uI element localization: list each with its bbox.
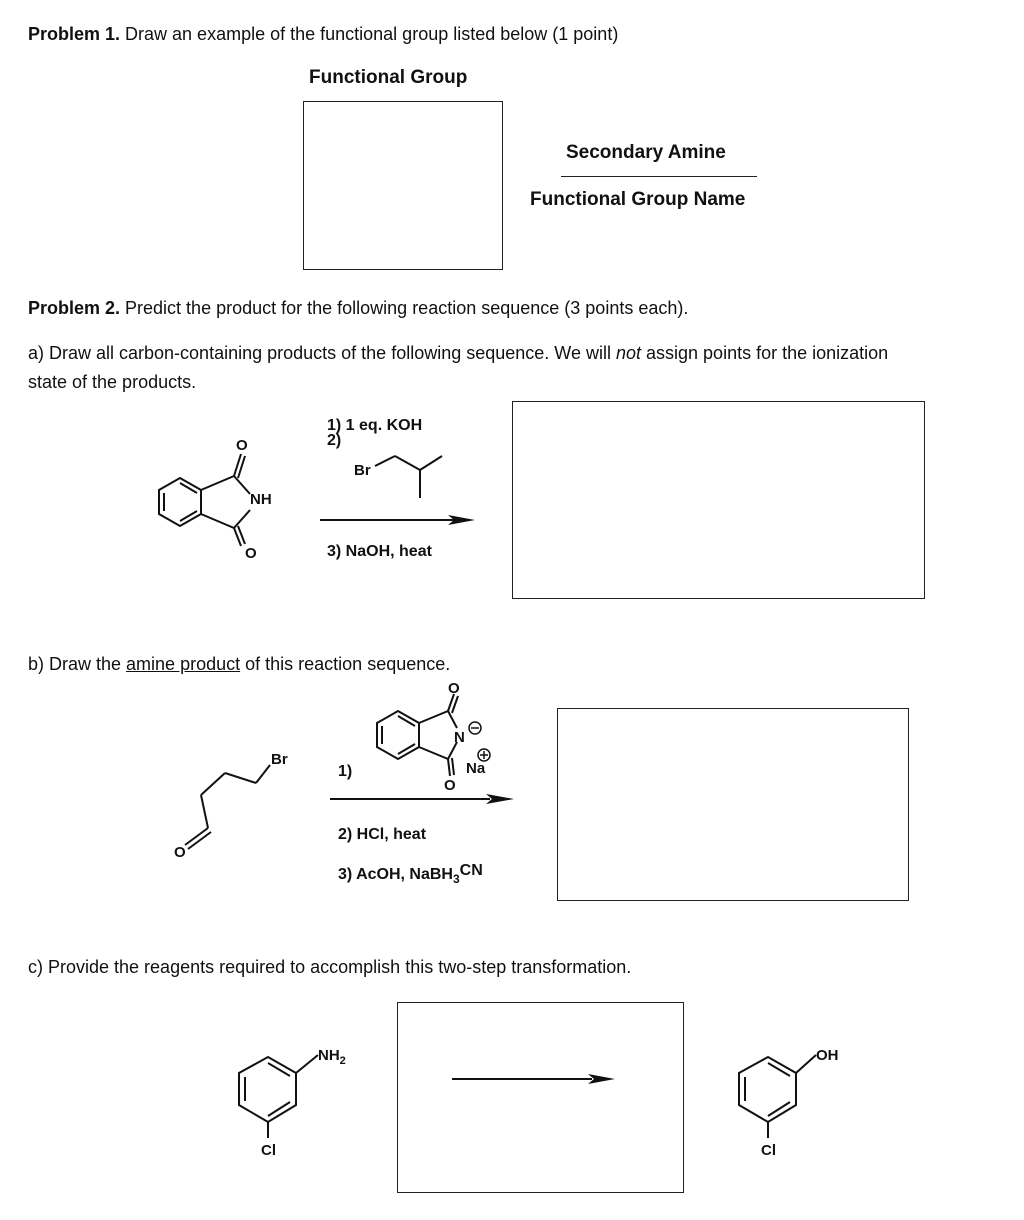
- sodium-phthalimide-structure: [370, 680, 510, 795]
- bromobutanal-o: O: [174, 844, 186, 861]
- phthalimide-structure: [150, 432, 280, 562]
- chloroaniline-cl: Cl: [261, 1142, 276, 1159]
- problem1-heading: [28, 24, 618, 45]
- part-a-text-post: assign points for the ionization: [641, 343, 889, 363]
- chloroaniline-structure: [228, 1038, 368, 1168]
- problem2-instructions: Predict the product for the following reaction sequence (3 points each).: [120, 298, 689, 318]
- answer-underline: [561, 176, 757, 177]
- part-a-reaction-arrow: [320, 512, 480, 528]
- functional-group-caption: Functional Group: [309, 67, 468, 88]
- part-a-step3: 3) NaOH, heat: [327, 543, 432, 560]
- sodium-phthalimide-o-bottom: O: [444, 777, 456, 794]
- part-a-answer-box[interactable]: [512, 401, 925, 599]
- problem1-number: Problem 1.: [28, 24, 121, 44]
- phthalimide-nh: NH: [250, 491, 272, 508]
- problem1-instructions: Draw an example of the functional group listed below (1 point): [120, 24, 619, 44]
- part-b-step3-post: CN: [459, 862, 483, 879]
- part-a-step1: 1) 1 eq. KOH: [327, 417, 423, 434]
- chlorophenol-cl: Cl: [761, 1142, 776, 1159]
- part-b-step3-sub: 3: [452, 872, 460, 887]
- part-b-text: [28, 654, 450, 675]
- sodium-phthalimide-n: N: [454, 729, 465, 746]
- chloroaniline-nh2: $NH_2$: [318, 1047, 346, 1067]
- part-a-text-line2: state of the products.: [28, 372, 197, 392]
- bromobutanal-structure: [170, 745, 300, 860]
- part-b-answer-box[interactable]: [557, 708, 909, 901]
- part-b-step3: [338, 862, 483, 887]
- isobutyl-bromide-structure: [350, 450, 460, 505]
- phthalimide-o-bottom: O: [245, 545, 257, 562]
- part-b-step2: 2) HCl, heat: [338, 826, 427, 843]
- phthalimide-o-top: O: [236, 437, 248, 454]
- part-b-step1: 1): [338, 763, 353, 780]
- chlorophenol-structure: [728, 1038, 868, 1168]
- part-b-text-pre: b) Draw the: [28, 654, 127, 674]
- part-a-text-line1: [28, 343, 888, 364]
- problem2-heading: [28, 298, 688, 319]
- functional-group-answer: Secondary Amine: [566, 142, 726, 163]
- part-c-text: c) Provide the reagents required to accomplish this two-step transformation.: [28, 957, 632, 977]
- functional-group-name-label: Functional Group Name: [530, 189, 746, 210]
- part-a-text-emphasis: not: [615, 343, 642, 363]
- sodium-phthalimide-o-top: O: [448, 680, 460, 697]
- chlorophenol-oh: OH: [816, 1047, 839, 1064]
- part-b-text-post: of this reaction sequence.: [240, 654, 451, 674]
- benzene-ring: [159, 478, 201, 526]
- part-b-step3-pre: 3) AcOH, NaBH: [338, 866, 453, 883]
- part-b-reaction-arrow: [330, 791, 520, 807]
- part-c-reaction-arrow: [452, 1071, 622, 1087]
- part-c-reagents-box[interactable]: [397, 1002, 684, 1193]
- part-a-step2: 2): [327, 432, 342, 449]
- bromobutanal-br: Br: [271, 751, 288, 768]
- isobutyl-br: Br: [354, 462, 371, 479]
- problem2-number: Problem 2.: [28, 298, 121, 318]
- sodium-counterion: Na: [466, 760, 486, 777]
- functional-group-drawing-box[interactable]: [303, 101, 503, 270]
- part-b-text-underlined: amine product: [126, 654, 241, 674]
- part-a-text-pre: a) Draw all carbon-containing products of the following sequence. We will: [28, 343, 616, 363]
